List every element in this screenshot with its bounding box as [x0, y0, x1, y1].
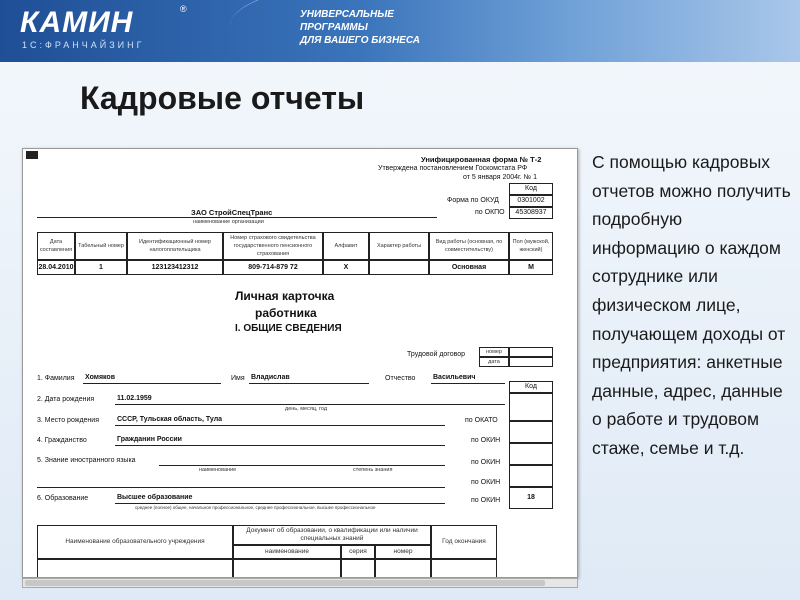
- td-gender: М: [509, 260, 553, 275]
- th-work-type: Вид работы (основная, по совместительству): [429, 232, 509, 260]
- card-title-1: Личная карточка: [235, 289, 335, 303]
- birth-value: 11.02.1959: [117, 395, 152, 402]
- okato-label: по ОКАТО: [465, 417, 498, 424]
- description-text: С помощью кадровых отчетов можно получить подробную информацию о каждом сотруднике или физическом лице, получающем доходы от предприятия: анкетные данные, адрес, данные о работе и трудовом стаже, семье и т.д.: [592, 152, 791, 458]
- okpo-value: 45308937: [509, 207, 553, 219]
- header-banner: [0, 0, 800, 62]
- edu-row-series: [341, 559, 375, 578]
- section-title: I. ОБЩИЕ СВЕДЕНИЯ: [235, 323, 342, 334]
- okin-label-3: по ОКИН: [471, 479, 501, 486]
- birthplace-line: [115, 425, 445, 426]
- code-column-header: Код: [509, 381, 553, 393]
- name-label: Имя: [231, 375, 245, 382]
- birth-line: [115, 404, 505, 405]
- registered-mark: ®: [180, 4, 187, 14]
- code-cell-okin-citizenship: [509, 443, 553, 465]
- org-underline: [37, 217, 437, 218]
- franchise-text: 1С:ФРАНЧАЙЗИНГ: [22, 40, 145, 50]
- contract-number-cell: [509, 347, 553, 357]
- name-value: Владислав: [251, 374, 290, 381]
- card-title-2: работника: [255, 306, 317, 320]
- td-date: 28.04.2010: [37, 260, 75, 275]
- contract-date-label: дата: [479, 357, 509, 367]
- contract-number-label: номер: [479, 347, 509, 357]
- citizenship-label: 4. Гражданство: [37, 437, 87, 444]
- page-title: Кадровые отчеты: [80, 80, 365, 116]
- td-alphabet: Х: [323, 260, 369, 275]
- citizenship-line: [115, 445, 445, 446]
- code-header-cell: Код: [509, 183, 553, 195]
- form-approved-date: от 5 января 2004г. № 1: [463, 174, 537, 181]
- personnel-card-document: [22, 148, 578, 578]
- tagline-line-1: УНИВЕРСАЛЬНЫЕ: [300, 9, 394, 20]
- birth-label: 2. Дата рождения: [37, 396, 95, 403]
- labor-contract-label: Трудовой договор: [407, 351, 466, 358]
- birthplace-value: СССР, Тульская область, Тула: [117, 416, 223, 423]
- td-work-type: Основная: [429, 260, 509, 275]
- th-inn: Идентификационный номер налогоплательщика: [127, 232, 223, 260]
- okin-label-2: по ОКИН: [471, 459, 501, 466]
- td-work-nature: [369, 260, 429, 275]
- edu-col-institution: Наименование образовательного учреждения: [37, 525, 233, 559]
- patronymic-value: Васильевич: [433, 374, 476, 381]
- edu-row-year: [431, 559, 497, 578]
- edu-row-number: [375, 559, 431, 578]
- th-gender: Пол (мужской, женский): [509, 232, 553, 260]
- edu-row-name: [233, 559, 341, 578]
- tagline-line-3: ДЛЯ ВАШЕГО БИЗНЕСА: [300, 35, 421, 46]
- education-line: [115, 503, 445, 504]
- window-icon: [26, 151, 38, 159]
- education-caption: среднее (полное) общее, начальное профессиональное, среднее профессиональное, высшее профессиональное: [135, 505, 376, 510]
- code-cell-okin-language: [509, 465, 553, 487]
- patronymic-line: [431, 383, 505, 384]
- okin-label-4: по ОКИН: [471, 497, 501, 504]
- birth-caption: день, месяц, год: [285, 406, 328, 412]
- tagline-line-2: ПРОГРАММЫ: [300, 22, 368, 33]
- birthplace-label: 3. Место рождения: [37, 417, 99, 424]
- okud-label: Форма по ОКУД: [447, 197, 499, 204]
- form-title: Унифицированная форма № Т-2: [421, 155, 542, 164]
- edu-col-year: Год окончания: [431, 525, 497, 559]
- brand-logo: КАМИН: [20, 6, 134, 39]
- scrollbar-thumb[interactable]: [25, 580, 545, 586]
- form-approved: Утверждена постановлением Госкомстата РФ: [378, 165, 528, 172]
- horizontal-scrollbar[interactable]: [22, 578, 578, 588]
- code-cell-okato: [509, 421, 553, 443]
- org-name: ЗАО СтройСпецТранс: [191, 208, 273, 217]
- td-inn: 123123412312: [127, 260, 223, 275]
- td-tab-number: 1: [75, 260, 127, 275]
- org-caption: наименование организации: [193, 219, 264, 225]
- language-line: [159, 465, 445, 466]
- okin-label-1: по ОКИН: [471, 437, 501, 444]
- edu-sub-name: наименование: [233, 545, 341, 559]
- education-code: 18: [509, 487, 553, 509]
- th-date: Дата составления: [37, 232, 75, 260]
- contract-date-cell: [509, 357, 553, 367]
- education-label: 6. Образование: [37, 495, 89, 502]
- patronymic-label: Отчество: [385, 375, 416, 382]
- okpo-label: по ОКПО: [475, 209, 505, 216]
- language-line-2: [37, 487, 445, 488]
- education-value: Высшее образование: [117, 494, 193, 501]
- code-cell-1: [509, 393, 553, 421]
- language-caption-level: степень знания: [353, 467, 393, 473]
- td-snils: 809-714-879 72: [223, 260, 323, 275]
- language-caption-name: наименование: [199, 467, 237, 473]
- th-tab-number: Табельный номер: [75, 232, 127, 260]
- edu-col-document: Документ об образовании, о квалификации или наличии специальных знаний: [233, 525, 431, 545]
- th-snils: Номер страхового свидетельства государственного пенсионного страхования: [223, 232, 323, 260]
- surname-value: Хомяков: [85, 374, 116, 381]
- edu-row-institution: [37, 559, 233, 578]
- edu-sub-number: номер: [375, 545, 431, 559]
- okud-value: 0301002: [509, 195, 553, 207]
- name-line: [249, 383, 369, 384]
- th-alphabet: Алфавит: [323, 232, 369, 260]
- language-label: 5. Знание иностранного языка: [37, 457, 136, 464]
- tagline: [300, 8, 420, 47]
- surname-line: [83, 383, 221, 384]
- surname-label: 1. Фамилия: [37, 375, 75, 382]
- citizenship-value: Гражданин России: [117, 436, 182, 443]
- th-work-nature: Характер работы: [369, 232, 429, 260]
- edu-sub-series: серия: [341, 545, 375, 559]
